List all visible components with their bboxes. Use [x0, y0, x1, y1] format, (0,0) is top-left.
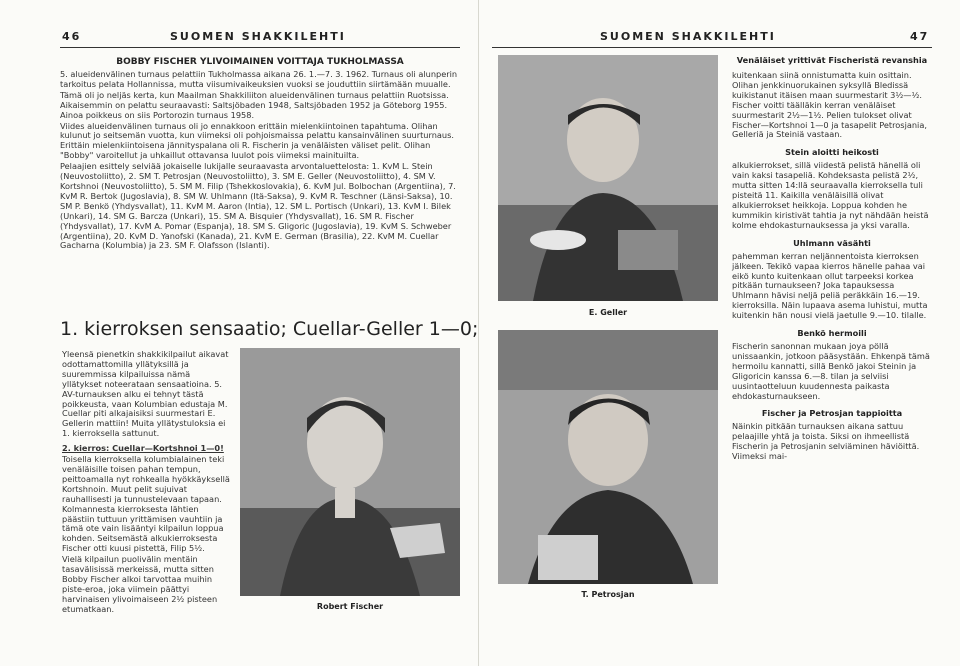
fischer-photo — [240, 348, 460, 596]
column-paragraph: Yleensä pienetkin shakkikilpailut aikavat odottamattomilla yllätyksillä ja suuremmissa kilpailuissa nämä yllätykset noteerataan sensaatioina. 5. AV-turnauksen alku ei tehnyt tästä poikkeusta, vaan Kolumbian edustaja M. Cuellar piti alkajaisiksi suurmestari E. Gellerin mattiin! Muita yllätystuloksia ei 1. kierroksella sattunut. — [62, 349, 229, 439]
stein-paragraph: alkukierrokset, sillä viidestä pelistä hänellä oli vain kaksi tasapeliä. Kohdeksasta pelistä 2½, mutta sitten 14:llä seuraavalla kierroksella tuli pisteitä 11. Kaikilla venäläisillä olivat alkukierrokset heikkoja. Loppua kohden he kummikin kiristivät tahtia ja nyt nähdään heistä kolme ehdokasturnauksessa ja yksi varalla. — [732, 160, 929, 230]
round-two-subhead: 2. kierros: Cuellar—Kortshnoi 1—0! — [62, 443, 224, 454]
column-paragraph: Vielä kilpailun puolivälin mentäin tasavälisissä merkeissä, mutta sitten Bobby Fischer alkoi tarvottaa muihin piste-eroa, joka viimein päättyi harvinaisen ylivoimaiseen 2½ pisteen etumatkaan. — [62, 554, 218, 614]
geller-photo-image — [498, 55, 718, 301]
running-head-right: SUOMEN SHAKKILEHTI — [600, 30, 776, 43]
section-title: 1. kierroksen sensaatio; Cuellar-Geller 1—0; — [60, 318, 479, 340]
intro-paragraph: 5. alueidenvälinen turnaus pelattiin Tukholmassa aikana 26. 1.—7. 3. 1962. Turnaus oli alunperin tarkoitus pelata Hollannissa, mutta viisumivaikeuksien vuoksi se jouduttiin siirtämään muualle. — [60, 69, 458, 89]
uhlmann-heading: Uhlmann väsähti — [793, 237, 871, 248]
uhlmann-paragraph: pahemman kerran neljännentoista kierroksen jälkeen. Tekikö vapaa kierros hänelle pahaa vai eikö kunto kuitenkaan ollut tarpeeksi korkea pitkään turnaukseen? Joka tapauksessa Uhlmann hävisi neljä peliä peräkkäin 16.—19. kierroksilla. Näin lupaava asema luhistui, mutta kuitenkin hän nousi vielä jaetulle 9.—10. tilalle. — [732, 250, 928, 321]
fischer-photo-image — [240, 348, 460, 596]
benko-heading: Benkö hermoili — [797, 328, 867, 339]
left-column — [62, 350, 230, 616]
intro-paragraph: Pelaajien esittely selviää jokaiselle lukijalle seuraavasta arvontaluettelosta: 1. KvM L. Stein (Neuvostoliitto), 2. SM T. Petrosjan (Neuvostoliitto), 3. SM E. Geller (Neuvostoliitto), 4. SM V. Kortshnoi (Neuvostoliitto), 5. SM M. Filip (Tshekkoslovakia), 6. KvM Jul. Bolbochan (Argentiina), 7. KvM R. Bertok (Jugoslavia), 8. SM W. Uhlmann (Itä-Saksa), 9. KvM R. Teschner (Länsi-Saksa), 10. SM P. Benkö (Yhdysvallat), 11. KvM M. Aaron (Intia), 12. SM L. Portisch (Unkari), 13. KvM I. Bilek (Unkari), 14. SM G. Barcza (Unkari), 15. SM A. Bisquier (Yhdysvallat), 16. SM R. Fischer (Yhdysvallat), 17. KvM A. Pomar (Espanja), 18. SM S. Gligoric (Jugoslavia), 19. KvM S. Schweber (Argentiina), 20. KvM D. Yanofski (Kanada), 21. KvM E. German (Brasilia), 22. KvM M. Cuellar Gacharna (Kolumbia) ja 23. SM F. Olafsson (Islanti). — [60, 161, 456, 251]
page-number-left: 46 — [62, 30, 82, 43]
petrosjan-photo-image — [498, 330, 718, 584]
left-page — [0, 0, 479, 666]
petrosjan-caption: T. Petrosjan — [581, 590, 635, 599]
header-rule-right — [492, 47, 932, 48]
intro-text — [60, 70, 460, 252]
stein-heading: Stein aloitti heikosti — [785, 147, 879, 158]
right-column — [732, 55, 932, 463]
geller-caption: E. Geller — [588, 308, 628, 317]
benko-paragraph: Fischerin sanonnan mukaan joya pöllä unissaankin, jotkoon pääsystään. Ehkenpä tämä hermoilu kannatti, sillä Benkö jakoi Steinin ja Gligoricin kanssa 6.—8. tilan ja selviisi uusintaotteluun kuudennesta paikasta ehdokasturnaukseen. — [732, 341, 930, 401]
box-title: Venäläiset yrittivät Fischeristä revanshia — [736, 55, 928, 65]
fischer-caption: Robert Fischer — [316, 602, 384, 611]
geller-photo — [498, 55, 718, 301]
petrosjan-photo — [498, 330, 718, 584]
header-rule-left — [60, 47, 460, 48]
fischer-petrosjan-heading: Fischer ja Petrosjan tappioitta — [761, 408, 903, 419]
page-number-right: 47 — [910, 30, 930, 43]
intro-paragraph: Viides alueidenvälinen turnaus oli jo ennakkoon erittäin mielenkiintoinen tapahtuma. Olihan kulunut jo seitsemän vuotta, kun viimeksi oli pohjoismaissa pelattu kansainvälinen suurturnaus. Erittäin mielenkiintoisena jännityspalana oli R. Fischerin ja venäläisten väliset pelit. Olihan "Bobby" varoitellut ja uhkaillut ottavansa luulot pois viimeksi mainituilta. — [60, 120, 454, 161]
column-paragraph: Toisella kierroksella kolumbialainen teki venäläisille toisen pahan tempun, peittoamalla nyt rohkealla hyökkäyksellä Kortshnoin. Muut pelit sujuivat rauhallisesti ja tunnustelevaan tapaan. Kolmannesta kierroksesta lähtien päästiin tuttuun yrittämisen vauhtiin ja tämä ote vain lisääntyi kilpailun loppua kohden. Seitsemästä alkukierroksesta Fischer otti kuusi pistettä, Filip 5½. — [62, 454, 230, 554]
intro-paragraph: Tämä oli jo neljäs kerta, kun Maailman Shakkiliiton alueidenvälinen turnaus pelattiin Ruotsissa. Aikaisemmin on pelattu seuraavasti: Saltsjöbaden 1948, Saltsjöbaden 1952 ja Göteborg 1955. Ainoa poikkeus on siis Portorozin turnaus 1958. — [60, 89, 449, 120]
running-head-left: SUOMEN SHAKKILEHTI — [170, 30, 346, 43]
box-paragraph: kuitenkaan siinä onnistumatta kuin osittain. Olihan jenkkinuorukainen syksyllä Bledissä kuikistanut itäisen maan suurmestarit 3½—½. Fischer voitti täälläkin kerran venäläiset suurmestarit 2½—1½. Pelien tulokset olivat Fischer—Kortshnoi 1—0 ja tasapelit Petrosjania, Gelleriä ja Steiniä vastaan. — [732, 70, 927, 140]
fischer-petrosjan-paragraph: Näinkin pitkään turnauksen aikana sattuu pelaajille yhtä ja toista. Siksi on ihmeellistä Fischerin ja Petrosjanin selviäminen häviöittä. Viimeksi mai- — [732, 421, 920, 462]
right-page — [480, 0, 960, 666]
article-title: BOBBY FISCHER YLIVOIMAINEN VOITTAJA TUKHOLMASSA — [116, 57, 404, 67]
